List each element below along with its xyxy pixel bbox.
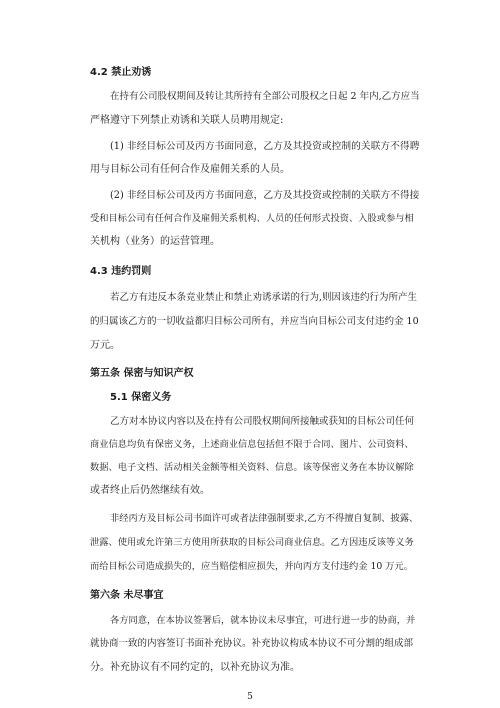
paragraph-line: 若乙方有违反本条竞业禁止和禁止劝诱承诺的行为,则因该违约行为所产生 bbox=[110, 292, 418, 303]
page-number: 5 bbox=[247, 692, 253, 702]
paragraph-line: 分。补充协议有不同约定的，以补充协议为准。 bbox=[90, 662, 300, 673]
article-6-heading: 第六条 未尽事宜 bbox=[90, 590, 164, 601]
list-item-line: 关机构（业务）的运营管理。 bbox=[90, 236, 220, 247]
paragraph-line: 各方同意，在本协议签署后，就本协议未尽事宜，可进行进一步的协商，并 bbox=[110, 615, 416, 626]
section-4-3-heading: 4.3 违约罚则 bbox=[90, 266, 152, 277]
paragraph-line: 数据、电子文档、活动相关金额等相关资料、信息。该等保密义务在本协议解除 bbox=[90, 462, 414, 473]
paragraph-line: 就协商一致的内容签订书面补充协议。补充协议构成本协议不可分割的组成部 bbox=[90, 638, 414, 649]
paragraph-line: 万元。 bbox=[90, 340, 120, 351]
paragraph-line: 泄露、使用或允许第三方使用所获取的目标公司商业信息。乙方因违反该等义务 bbox=[90, 537, 414, 548]
article-5-heading: 第五条 保密与知识产权 bbox=[90, 368, 194, 379]
list-item-line: (2) 非经目标公司及丙方书面同意，乙方及其投资或控制的关联方不得接 bbox=[110, 190, 420, 201]
list-item-line: 用与目标公司有任何合作及雇佣关系的人员。 bbox=[90, 164, 290, 175]
paragraph-line: 或者终止后仍然继续有效。 bbox=[90, 485, 210, 496]
paragraph-line: 的归属该乙方的一切收益都归目标公司所有，并应当向目标公司支付违约金 10 bbox=[90, 316, 419, 327]
paragraph-line: 商业信息均负有保密义务，上述商业信息包括但不限于合同、图片、公司资料、 bbox=[90, 439, 414, 450]
paragraph-line: 而给目标公司造成损失的，应当赔偿相应损失，并向丙方支付违约金 10 万元。 bbox=[90, 561, 413, 572]
paragraph-line: 严格遵守下列禁止劝诱和关联人员聘用规定: bbox=[90, 115, 284, 126]
list-item-line: 受和目标公司有任何合作及雇佣关系机构、人员的任何形式投资、入股或参与相 bbox=[90, 213, 414, 224]
paragraph-line: 在持有公司股权期间及转让其所持有全部公司股权之日起 2 年内,乙方应当 bbox=[110, 91, 420, 102]
paragraph-line: 乙方对本协议内容以及在持有公司股权期间所接触或获知的目标公司任何 bbox=[110, 416, 415, 427]
section-4-2-heading: 4.2 禁止劝诱 bbox=[90, 67, 152, 78]
paragraph-line: 非经丙方及目标公司书面许可或者法律强制要求,乙方不得擅自复制、披露、 bbox=[110, 513, 419, 524]
list-item-line: (1) 非经目标公司及丙方书面同意，乙方及其投资或控制的关联方不得聘 bbox=[110, 141, 420, 152]
section-5-1-heading: 5.1 保密义务 bbox=[110, 392, 172, 403]
